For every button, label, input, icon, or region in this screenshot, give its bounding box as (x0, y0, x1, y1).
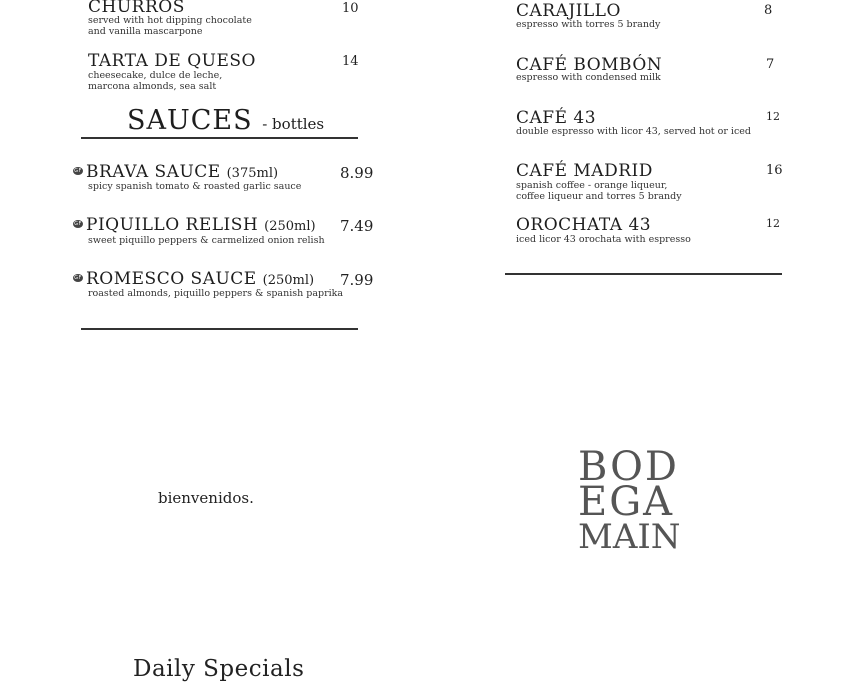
sauces-bottom-divider (81, 328, 358, 330)
gluten-free-badge-icon: GF (74, 274, 82, 281)
coffee-bottom-divider (505, 273, 782, 275)
coffee-carajillo-desc: espresso with torres 5 brandy (516, 19, 661, 30)
dessert-churros-desc-1: served with hot dipping chocolate (88, 15, 252, 26)
daily-specials-title: Daily Specials (133, 656, 305, 682)
sauce-piquillo-desc: sweet piquillo peppers & carmelized onion relish (88, 235, 325, 246)
coffee-orochata-name: OROCHATA 43 (516, 215, 652, 235)
coffee-orochata-desc: iced licor 43 orochata with espresso (516, 234, 691, 245)
sauce-romesco-name-row (73, 269, 314, 289)
logo-line-2: EGA (578, 479, 675, 525)
sauce-piquillo-size: (250ml) (264, 219, 316, 234)
coffee-carajillo-price: 8 (764, 3, 773, 18)
sauce-piquillo-name: PIQUILLO RELISH (86, 215, 259, 235)
coffee-bombon-price: 7 (766, 57, 775, 72)
sauce-romesco-size: (250ml) (262, 273, 315, 288)
sauce-brava-name-row (73, 162, 278, 182)
coffee-bombon-desc: espresso with condensed milk (516, 72, 661, 83)
coffee-orochata-price: 12 (766, 217, 780, 230)
dessert-tarta-desc-2: marcona almonds, sea salt (88, 81, 217, 92)
coffee-madrid-price: 16 (766, 163, 783, 178)
sauces-subtitle: - bottles (262, 115, 325, 133)
gluten-free-badge-icon: GF (74, 220, 82, 227)
gluten-free-badge-icon: GF (74, 167, 82, 174)
dessert-churros-desc-2: and vanilla mascarpone (88, 26, 203, 37)
coffee-43-price: 12 (766, 110, 780, 123)
coffee-carajillo-name: CARAJILLO (516, 1, 621, 21)
sauce-romesco-price: 7.99 (340, 271, 374, 289)
dessert-tarta-name: TARTA DE QUESO (88, 51, 256, 71)
bodega-main-logo (578, 444, 681, 557)
sauce-brava-size: (375ml) (226, 166, 279, 181)
logo-line-3: MAIN (578, 517, 681, 557)
sauces-divider (81, 137, 358, 139)
dessert-tarta-price: 14 (342, 54, 359, 69)
sauces-heading (127, 105, 324, 136)
coffee-43-name: CAFÉ 43 (516, 108, 597, 128)
sauce-piquillo-price: 7.49 (340, 217, 374, 235)
coffee-madrid-desc-1: spanish coffee - orange liqueur, (516, 180, 668, 191)
dessert-churros-name: CHURROS (88, 0, 185, 17)
welcome-text: bienvenidos. (158, 489, 254, 507)
coffee-bombon-name: CAFÉ BOMBÓN (516, 55, 663, 75)
sauce-romesco-name: ROMESCO SAUCE (86, 269, 257, 289)
sauce-brava-name: BRAVA SAUCE (86, 162, 221, 182)
sauces-title: SAUCES (127, 105, 253, 136)
coffee-madrid-desc-2: coffee liqueur and torres 5 brandy (516, 191, 682, 202)
sauce-piquillo-name-row (73, 215, 316, 235)
sauce-brava-price: 8.99 (340, 164, 374, 182)
coffee-43-desc: double espresso with licor 43, served hot or iced (516, 126, 751, 137)
coffee-madrid-name: CAFÉ MADRID (516, 161, 653, 181)
logo-line-1: BOD (578, 444, 679, 490)
dessert-tarta-desc-1: cheesecake, dulce de leche, (88, 70, 223, 81)
dessert-churros-price: 10 (342, 1, 359, 16)
sauce-brava-desc: spicy spanish tomato & roasted garlic sauce (88, 181, 302, 192)
sauce-romesco-desc: roasted almonds, piquillo peppers & spanish paprika (88, 288, 344, 299)
